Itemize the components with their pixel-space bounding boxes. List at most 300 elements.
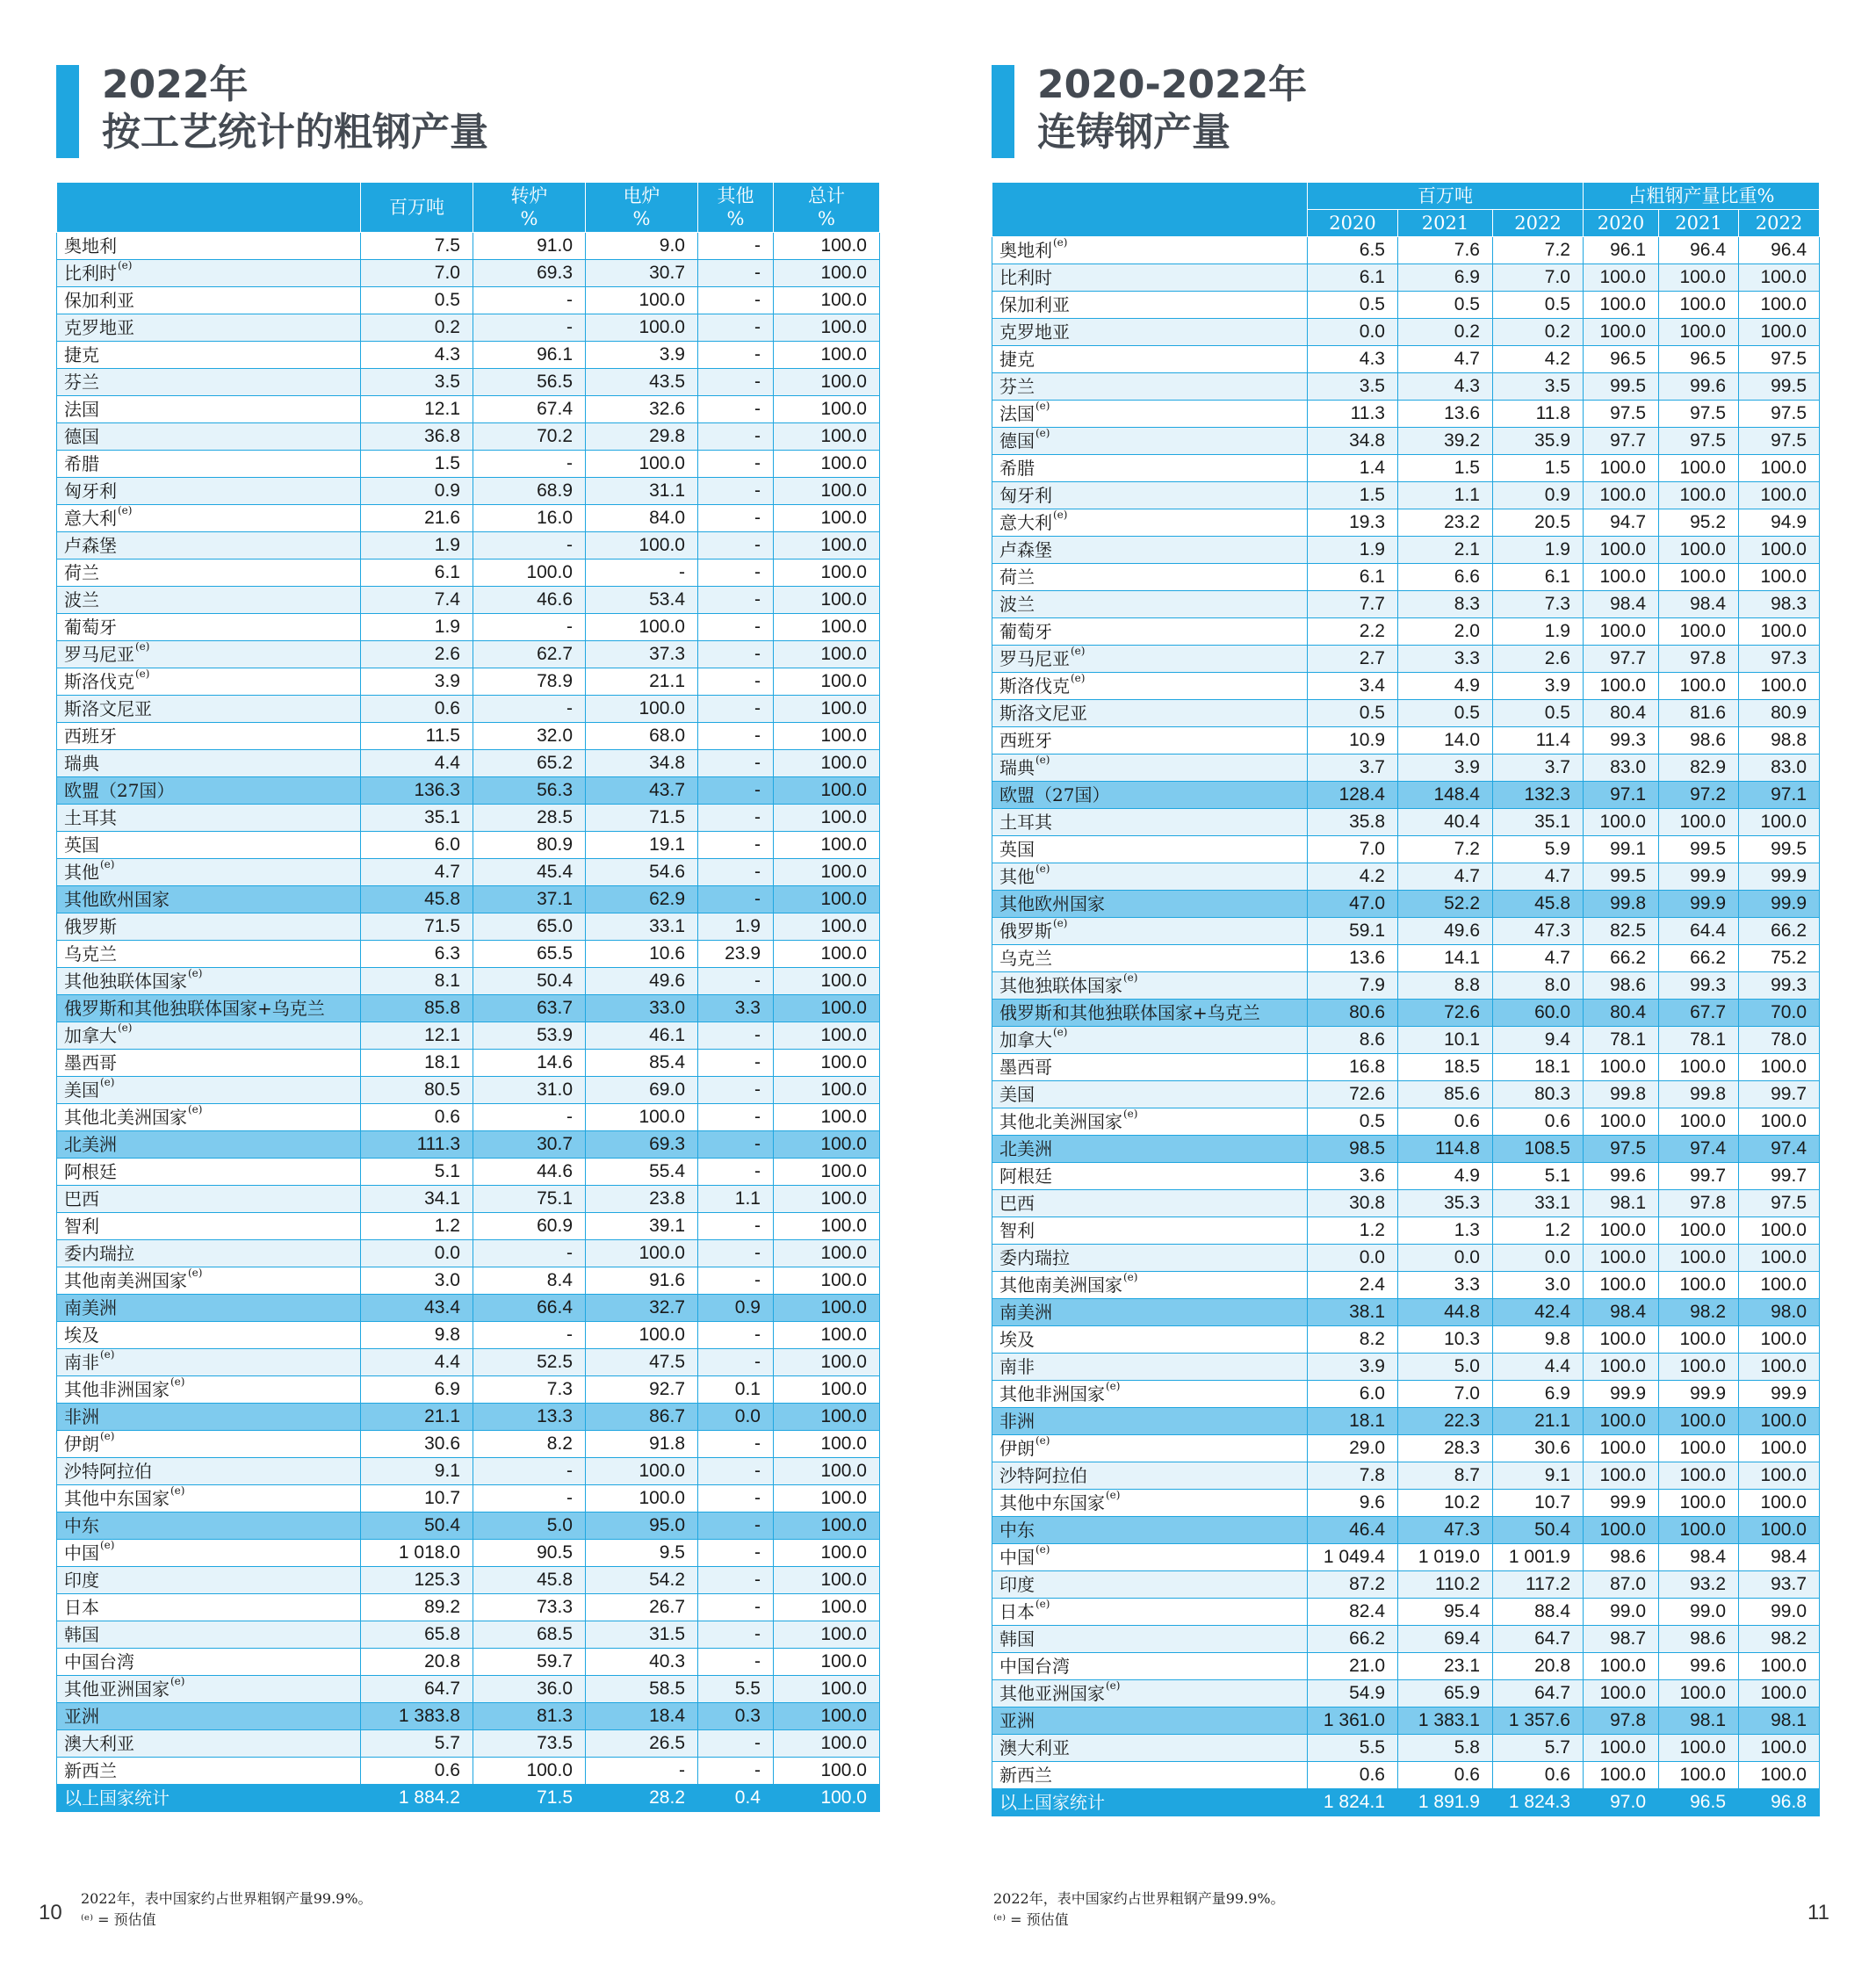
value-cell: 3.5	[1493, 373, 1584, 401]
country-label: 加拿大	[999, 1029, 1052, 1050]
country-name	[992, 646, 1308, 673]
value-cell: -	[698, 505, 774, 532]
value-cell: 5.1	[1493, 1163, 1584, 1190]
value-cell: 5.0	[1398, 1354, 1493, 1381]
value-cell: 100.0	[1659, 1435, 1739, 1462]
value-cell: 68.0	[586, 723, 698, 750]
value-cell: 100.0	[1659, 1217, 1739, 1245]
table-row	[992, 455, 1820, 482]
country-label: 荷兰	[999, 567, 1035, 588]
country-name	[992, 237, 1308, 264]
country-label: 土耳其	[64, 807, 117, 828]
country-label: 其他北美洲国家	[999, 1111, 1122, 1132]
value-cell: 45.8	[1493, 891, 1584, 918]
value-cell: 100.0	[1659, 1490, 1739, 1517]
country-label: 委内瑞拉	[64, 1243, 134, 1264]
value-cell: 6.9	[1493, 1381, 1584, 1408]
value-cell: 35.9	[1493, 428, 1584, 455]
table-row	[992, 401, 1820, 428]
value-cell: -	[698, 696, 774, 723]
value-cell: 100.0	[1659, 455, 1739, 482]
header-country	[992, 183, 1308, 237]
value-cell: 1.9	[698, 913, 774, 941]
value-cell: -	[698, 1621, 774, 1649]
value-cell: 100.0	[774, 1022, 880, 1050]
table-row	[992, 428, 1820, 455]
value-cell: 100.0	[1584, 1762, 1659, 1789]
value-cell: 1 884.2	[361, 1785, 473, 1812]
value-cell: 50.4	[361, 1513, 473, 1540]
value-cell: 96.5	[1584, 346, 1659, 373]
table-row	[57, 369, 880, 396]
value-cell: 8.3	[1398, 591, 1493, 618]
country-name	[992, 401, 1308, 428]
country-name	[57, 423, 361, 451]
table-row	[57, 1240, 880, 1267]
country-name	[57, 1022, 361, 1050]
table-row	[57, 1594, 880, 1621]
value-cell: 0.5	[1308, 292, 1398, 319]
value-cell: 11.5	[361, 723, 473, 750]
estimate-marker: (e)	[1035, 1543, 1050, 1556]
table-row	[57, 1621, 880, 1649]
value-cell: 100.0	[774, 1758, 880, 1785]
value-cell: 3.3	[698, 995, 774, 1022]
table-row	[57, 668, 880, 696]
country-label: 中国台湾	[64, 1651, 134, 1672]
value-cell: 4.4	[361, 1349, 473, 1376]
value-cell: 4.2	[1493, 346, 1584, 373]
value-cell: 100.0	[1584, 564, 1659, 591]
value-cell: 1 891.9	[1398, 1789, 1493, 1816]
table-row	[57, 1676, 880, 1703]
value-cell: 4.9	[1398, 1163, 1493, 1190]
table-row	[57, 805, 880, 832]
value-cell: -	[698, 233, 774, 260]
value-cell: 100.0	[1584, 1435, 1659, 1462]
country-label: 葡萄牙	[64, 617, 117, 638]
country-label: 瑞典	[999, 757, 1035, 778]
country-name	[992, 537, 1308, 564]
value-cell: 100.0	[774, 560, 880, 587]
country-name	[992, 1027, 1308, 1054]
country-label: 其他欧州国家	[64, 889, 170, 910]
value-cell: 0.0	[1398, 1245, 1493, 1272]
country-label: 南非	[64, 1352, 99, 1373]
header-year: 2022	[1493, 210, 1584, 237]
estimate-marker: (e)	[1053, 1026, 1068, 1038]
value-cell: 97.5	[1659, 401, 1739, 428]
value-cell: 100.0	[1659, 1054, 1739, 1081]
value-cell: 35.3	[1398, 1190, 1493, 1217]
country-label: 乌克兰	[64, 943, 117, 964]
value-cell: 99.7	[1739, 1163, 1820, 1190]
value-cell: 30.7	[586, 260, 698, 287]
country-name	[57, 451, 361, 478]
country-label: 中国	[64, 1542, 99, 1563]
value-cell: 21.6	[361, 505, 473, 532]
country-label: 以上国家统计	[64, 1787, 170, 1809]
value-cell: 38.1	[1308, 1299, 1398, 1326]
value-cell: 1 361.0	[1308, 1707, 1398, 1735]
value-cell: 4.2	[1308, 863, 1398, 891]
value-cell: 100.0	[774, 941, 880, 968]
value-cell: 100.0	[774, 451, 880, 478]
table-row	[57, 1730, 880, 1758]
value-cell: 29.0	[1308, 1435, 1398, 1462]
value-cell: 100.0	[774, 1267, 880, 1295]
country-label: 俄罗斯和其他独联体国家+乌克兰	[64, 998, 325, 1019]
table-row	[57, 1077, 880, 1104]
value-cell: 1.9	[1308, 537, 1398, 564]
country-label: 北美洲	[64, 1134, 117, 1155]
header-year: 2021	[1659, 210, 1739, 237]
country-label: 新西兰	[999, 1765, 1052, 1786]
value-cell: -	[698, 1758, 774, 1785]
value-cell: -	[473, 1240, 586, 1267]
value-cell: 100.0	[1739, 1354, 1820, 1381]
value-cell: 98.5	[1308, 1136, 1398, 1163]
value-cell: 100.0	[1739, 1326, 1820, 1354]
country-name	[992, 428, 1308, 455]
value-cell: 3.9	[361, 668, 473, 696]
value-cell: 54.2	[586, 1567, 698, 1594]
estimate-marker: (e)	[1035, 863, 1050, 875]
country-name	[992, 1735, 1308, 1762]
value-cell: -	[698, 1567, 774, 1594]
value-cell: 64.7	[1493, 1626, 1584, 1653]
country-label: 埃及	[999, 1329, 1035, 1350]
value-cell: 84.0	[586, 505, 698, 532]
subtotal-row	[57, 886, 880, 913]
country-label: 乌克兰	[999, 948, 1052, 969]
value-cell: 100.0	[774, 1349, 880, 1376]
country-label: 其他中东国家	[999, 1492, 1105, 1513]
value-cell: 96.1	[1584, 237, 1659, 264]
value-cell: 0.3	[698, 1703, 774, 1730]
country-name	[57, 1485, 361, 1513]
value-cell: 14.0	[1398, 727, 1493, 754]
country-label: 其他亚洲国家	[64, 1679, 170, 1700]
value-cell: 29.8	[586, 423, 698, 451]
value-cell: -	[698, 614, 774, 641]
table-row	[992, 836, 1820, 863]
country-name	[57, 478, 361, 505]
value-cell: 100.0	[1584, 319, 1659, 346]
value-cell: 34.8	[1308, 428, 1398, 455]
value-cell: 0.6	[361, 1104, 473, 1131]
value-cell: 3.3	[1398, 646, 1493, 673]
country-name	[992, 1299, 1308, 1326]
value-cell: 6.0	[361, 832, 473, 859]
value-cell: 97.3	[1739, 646, 1820, 673]
value-cell: 100.0	[774, 1077, 880, 1104]
value-cell: 98.4	[1584, 591, 1659, 618]
value-cell: 100.0	[1659, 1408, 1739, 1435]
country-label: 非洲	[64, 1406, 99, 1427]
value-cell: 3.5	[361, 369, 473, 396]
value-cell: 8.7	[1398, 1462, 1493, 1490]
value-cell: 82.9	[1659, 754, 1739, 782]
country-name	[57, 1213, 361, 1240]
country-name	[57, 369, 361, 396]
value-cell: 100.0	[1659, 1517, 1739, 1544]
country-name	[57, 941, 361, 968]
country-label: 斯洛文尼亚	[999, 703, 1087, 724]
country-label: 中东	[64, 1515, 99, 1536]
country-label: 芬兰	[999, 376, 1035, 397]
value-cell: 100.0	[774, 314, 880, 342]
table-row	[992, 1081, 1820, 1108]
value-cell: 64.7	[361, 1676, 473, 1703]
country-label: 保加利亚	[64, 290, 134, 311]
estimate-marker: (e)	[1035, 1434, 1050, 1447]
value-cell: 19.3	[1308, 509, 1398, 537]
value-cell: 31.5	[586, 1621, 698, 1649]
value-cell: 100.0	[774, 1513, 880, 1540]
value-cell: 100.0	[774, 396, 880, 423]
title-text	[102, 61, 488, 156]
country-name	[992, 1108, 1308, 1136]
country-name	[57, 1621, 361, 1649]
estimate-marker: (e)	[100, 1430, 115, 1442]
value-cell: 2.6	[361, 641, 473, 668]
table-row	[57, 396, 880, 423]
value-cell: 80.9	[1739, 700, 1820, 727]
coverage-note: 2022年，表中国家约占世界粗钢产量99.9%。	[993, 1890, 1285, 1907]
value-cell: 100.0	[1739, 482, 1820, 509]
country-label: 韩国	[999, 1628, 1035, 1650]
value-cell: 0.9	[698, 1295, 774, 1322]
value-cell: 8.6	[1308, 1027, 1398, 1054]
country-label: 比利时	[64, 263, 117, 284]
value-cell: 78.9	[473, 668, 586, 696]
value-cell: 100.0	[1584, 1217, 1659, 1245]
value-cell: 10.6	[586, 941, 698, 968]
value-cell: 56.3	[473, 777, 586, 805]
country-label: 俄罗斯	[999, 921, 1052, 942]
value-cell: 1 824.3	[1493, 1789, 1584, 1816]
value-cell: 100.0	[1739, 1245, 1820, 1272]
value-cell: -	[698, 968, 774, 995]
value-cell: 21.0	[1308, 1653, 1398, 1680]
value-cell: 6.1	[1308, 264, 1398, 292]
value-cell: 100.0	[774, 1159, 880, 1186]
value-cell: 95.2	[1659, 509, 1739, 537]
value-cell: 1.9	[1493, 537, 1584, 564]
table-row	[992, 591, 1820, 618]
value-cell: 100.0	[774, 750, 880, 777]
value-cell: -	[698, 1730, 774, 1758]
value-cell: 7.5	[361, 233, 473, 260]
value-cell: 111.3	[361, 1131, 473, 1159]
value-cell: 32.0	[473, 723, 586, 750]
subtotal-row	[992, 1000, 1820, 1027]
estimate-marker: (e)	[100, 1348, 115, 1361]
country-label: 亚洲	[64, 1706, 99, 1727]
country-name	[57, 1676, 361, 1703]
value-cell: 3.7	[1308, 754, 1398, 782]
value-cell: -	[698, 1540, 774, 1567]
value-cell: -	[698, 805, 774, 832]
value-cell: 75.1	[473, 1186, 586, 1213]
country-label: 其他非洲国家	[64, 1379, 170, 1400]
value-cell: 21.1	[361, 1404, 473, 1431]
value-cell: 9.0	[586, 233, 698, 260]
value-cell: 97.5	[1584, 401, 1659, 428]
value-cell: 46.6	[473, 587, 586, 614]
header-group-share: 占粗钢产量比重%	[1584, 183, 1820, 210]
value-cell: 91.8	[586, 1431, 698, 1458]
value-cell: 50.4	[1493, 1517, 1584, 1544]
value-cell: 100.0	[774, 805, 880, 832]
value-cell: 0.4	[698, 1785, 774, 1812]
value-cell: 100.0	[1739, 1762, 1820, 1789]
value-cell: -	[698, 396, 774, 423]
country-name	[57, 886, 361, 913]
value-cell: 30.8	[1308, 1190, 1398, 1217]
value-cell: 0.6	[1493, 1108, 1584, 1136]
value-cell: 100.0	[774, 968, 880, 995]
value-cell: 99.5	[1739, 836, 1820, 863]
value-cell: 95.4	[1398, 1599, 1493, 1626]
value-cell: 6.0	[1308, 1381, 1398, 1408]
country-name	[57, 1077, 361, 1104]
value-cell: 100.0	[774, 1485, 880, 1513]
value-cell: 100.0	[774, 1676, 880, 1703]
country-label: 其他亚洲国家	[999, 1683, 1105, 1704]
value-cell: 99.5	[1584, 863, 1659, 891]
subtotal-row	[992, 782, 1820, 809]
value-cell: 10.7	[1493, 1490, 1584, 1517]
country-name	[992, 918, 1308, 945]
country-label: 其他南美洲国家	[64, 1270, 187, 1291]
header-electric: 电炉 %	[586, 183, 698, 233]
value-cell: 100.0	[1584, 1245, 1659, 1272]
value-cell: 100.0	[1584, 455, 1659, 482]
country-name	[992, 1408, 1308, 1435]
country-label: 南美洲	[999, 1302, 1052, 1323]
table-row	[992, 1762, 1820, 1789]
country-name	[57, 1758, 361, 1785]
value-cell: 100.0	[774, 1730, 880, 1758]
table-row	[992, 264, 1820, 292]
table-row	[57, 696, 880, 723]
country-name	[57, 832, 361, 859]
country-name	[992, 1653, 1308, 1680]
value-cell: 8.8	[1398, 972, 1493, 1000]
value-cell: 6.9	[1398, 264, 1493, 292]
value-cell: 100.0	[1584, 809, 1659, 836]
value-cell: 0.6	[1398, 1762, 1493, 1789]
value-cell: 100.0	[1739, 319, 1820, 346]
value-cell: 43.5	[586, 369, 698, 396]
value-cell: 92.7	[586, 1376, 698, 1404]
value-cell: 100.0	[1739, 1217, 1820, 1245]
header-oxygen: 转炉 %	[473, 183, 586, 233]
value-cell: 100.0	[774, 505, 880, 532]
estimate-marker: (e)	[170, 1484, 185, 1497]
value-cell: 83.0	[1739, 754, 1820, 782]
value-cell: 80.5	[361, 1077, 473, 1104]
country-label: 奥地利	[64, 235, 117, 256]
total-row	[992, 1789, 1820, 1816]
table-row	[992, 1190, 1820, 1217]
value-cell: 28.3	[1398, 1435, 1493, 1462]
country-label: 其他北美洲国家	[64, 1107, 187, 1128]
value-cell: 58.5	[586, 1676, 698, 1703]
value-cell: 3.9	[586, 342, 698, 369]
value-cell: 100.0	[1739, 564, 1820, 591]
country-label: 南非	[999, 1356, 1035, 1377]
country-name	[57, 587, 361, 614]
country-label: 中国	[999, 1547, 1035, 1568]
value-cell: 34.8	[586, 750, 698, 777]
value-cell: 1 357.6	[1493, 1707, 1584, 1735]
value-cell: 67.7	[1659, 1000, 1739, 1027]
country-label: 其他中东国家	[64, 1488, 170, 1509]
value-cell: 117.2	[1493, 1571, 1584, 1599]
value-cell: 98.4	[1659, 591, 1739, 618]
value-cell: 99.9	[1659, 891, 1739, 918]
estimate-marker: (e)	[1035, 427, 1050, 439]
value-cell: -	[698, 1431, 774, 1458]
value-cell: 100.0	[586, 532, 698, 560]
value-cell: 99.9	[1739, 891, 1820, 918]
subtotal-row	[992, 1408, 1820, 1435]
value-cell: 88.4	[1493, 1599, 1584, 1626]
value-cell: -	[698, 587, 774, 614]
table-row	[992, 1571, 1820, 1599]
value-cell: 21.1	[586, 668, 698, 696]
value-cell: 30.6	[1493, 1435, 1584, 1462]
value-cell: 98.1	[1584, 1190, 1659, 1217]
country-label: 巴西	[64, 1188, 99, 1209]
subtotal-row	[992, 1299, 1820, 1326]
value-cell: 3.5	[1308, 373, 1398, 401]
value-cell: 9.4	[1493, 1027, 1584, 1054]
value-cell: 12.1	[361, 1022, 473, 1050]
header-total: 总计 %	[774, 183, 880, 233]
value-cell: 47.3	[1493, 918, 1584, 945]
value-cell: 68.9	[473, 478, 586, 505]
value-cell: -	[698, 750, 774, 777]
table-row	[57, 1050, 880, 1077]
value-cell: 97.8	[1659, 646, 1739, 673]
value-cell: 67.4	[473, 396, 586, 423]
table-row	[992, 1462, 1820, 1490]
country-label: 沙特阿拉伯	[999, 1465, 1087, 1486]
value-cell: -	[698, 369, 774, 396]
value-cell: 100.0	[774, 641, 880, 668]
subtotal-row	[992, 1136, 1820, 1163]
value-cell: 23.9	[698, 941, 774, 968]
value-cell: 148.4	[1398, 782, 1493, 809]
table-row	[992, 1544, 1820, 1571]
value-cell: 0.5	[1308, 700, 1398, 727]
value-cell: 1 001.9	[1493, 1544, 1584, 1571]
country-name	[57, 1050, 361, 1077]
value-cell: 1.5	[361, 451, 473, 478]
value-cell: 99.7	[1659, 1163, 1739, 1190]
subtotal-row	[57, 777, 880, 805]
value-cell: 5.0	[473, 1513, 586, 1540]
table-row	[57, 260, 880, 287]
table-row	[57, 941, 880, 968]
country-name	[57, 342, 361, 369]
table-row	[57, 1213, 880, 1240]
value-cell: 82.4	[1308, 1599, 1398, 1626]
